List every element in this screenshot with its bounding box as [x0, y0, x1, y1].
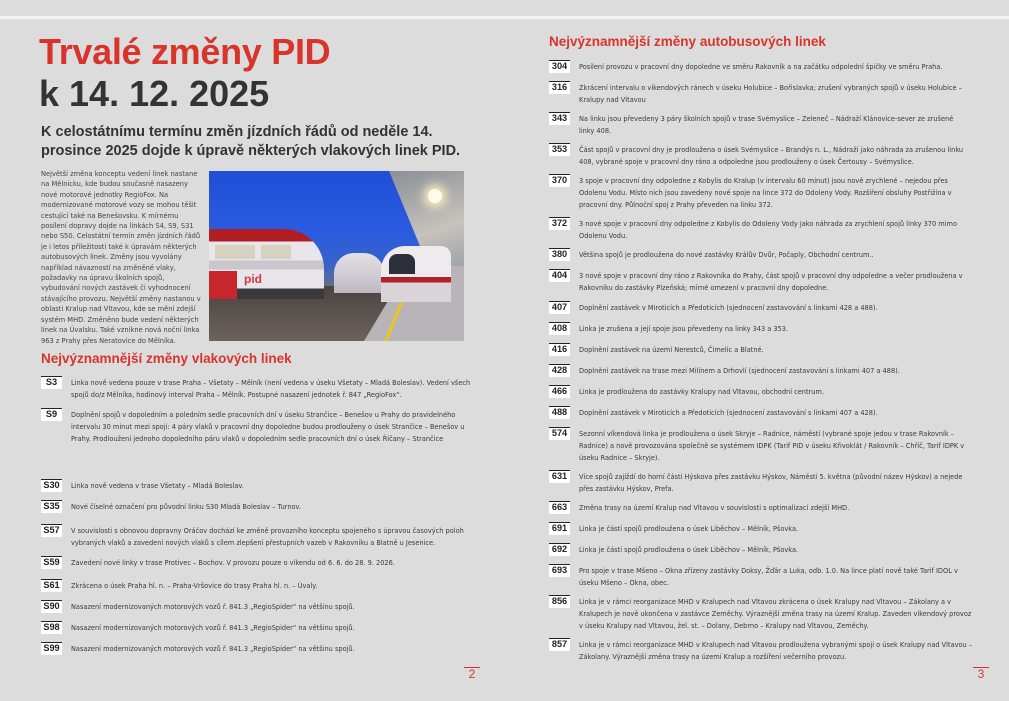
- line-badge: 663: [549, 501, 570, 514]
- line-badge: S57: [41, 524, 62, 537]
- line-badge: 370: [549, 174, 570, 187]
- line-badge: S59: [41, 556, 62, 569]
- line-description: Část spojů v pracovní dny je prodloužena o úsek Svémyslice – Brandýs n. L., Nádraží jako náhrada za zrušenou linku 408, vybrané spoje v pracovní dny ráno a odpoledne jsou prodlouženy o úsek Čertousy – Svémyslice.: [579, 146, 964, 166]
- list-item: [41, 377, 471, 401]
- list-item: [549, 218, 964, 242]
- list-item: [549, 565, 974, 589]
- line-badge: 691: [549, 522, 570, 535]
- line-description: Linka nově vedena v trase Všetaty – Mladá Boleslav.: [71, 482, 244, 490]
- list-item: [549, 428, 974, 464]
- train-left: [209, 229, 324, 299]
- list-item: [41, 480, 471, 492]
- line-badge: S61: [41, 579, 62, 592]
- line-badge: 304: [549, 60, 570, 73]
- list-item: [549, 249, 974, 261]
- line-description: Linka nově vedena pouze v trase Praha – Všetaty – Mělník (není vedena v úseku Všetaty – Mladá Boleslav). Vedení všech spojů do/z Mělníka, hodinový interval Praha – Mělník. Postupné nasazení jednotek ř. 847 „RegioFox“.: [71, 379, 471, 399]
- line-description: Zavedení nové linky v trase Protivec – Bochov. V provozu pouze o víkendu od 6. 6. do 28. 9. 2026.: [71, 559, 395, 567]
- list-item: [549, 407, 974, 419]
- line-description: Linka je částí spojů prodloužena o úsek Liběchov – Mělník, Pšovka.: [579, 525, 799, 533]
- list-item: [549, 144, 974, 168]
- line-badge: 416: [549, 343, 570, 356]
- line-badge: 693: [549, 564, 570, 577]
- train-window: [261, 245, 291, 259]
- line-badge: 466: [549, 385, 570, 398]
- list-item: [41, 409, 471, 445]
- line-badge: S30: [41, 479, 62, 492]
- train-red-panel: [209, 271, 237, 299]
- section-title-bus: Nejvýznamnější změny autobusových linek: [549, 34, 826, 49]
- line-description: Doplnění zastávek v Miroticích a Předoticích (sjednocení zastavování s linkami 428 a 488).: [579, 304, 878, 312]
- list-item: [549, 61, 974, 73]
- list-item: [549, 471, 964, 495]
- line-badge: 343: [549, 112, 570, 125]
- line-description: Doplnění zastávek v Miroticích a Předoticích (sjednocení zastavování s linkami 407 a 428).: [579, 409, 878, 417]
- line-badge: 692: [549, 543, 570, 556]
- list-item: [549, 302, 974, 314]
- train-right: [381, 246, 451, 302]
- list-item: [41, 622, 471, 634]
- line-description: Linka je prodloužena do zastávky Kralupy nad Vltavou, obchodní centrum.: [579, 388, 824, 396]
- line-description: Nasazení modernizovaných motorových vozů ř. 841.3 „RegioSpider“ na většinu spojů.: [71, 624, 355, 632]
- line-badge: 407: [549, 301, 570, 314]
- lead-paragraph: K celostátnímu termínu změn jízdních řádů od neděle 14. prosince 2025 dojde k úpravě některých vlakových linek PID.: [41, 124, 461, 159]
- section-title-train: Nejvýznamnější změny vlakových linek: [41, 351, 292, 366]
- line-badge: S9: [41, 408, 62, 421]
- page-number: 2: [464, 667, 480, 681]
- line-description: Posílení provozu v pracovní dny dopoledne ve směru Rakovník a na začátku odpolední špičky ve směru Praha.: [579, 63, 943, 71]
- train-photo: [209, 171, 464, 341]
- line-description: Doplnění zastávek na území Nerestců, Čimelic a Blatné.: [579, 346, 764, 354]
- line-badge: 857: [549, 638, 570, 651]
- line-description: Více spojů zajíždí do horní části Hýskova přes zastávku Hýskov, Náměstí 5. května (původní název Hýskov) a nejede přes zastávku Hýskov, Prefa.: [579, 473, 963, 493]
- line-badge: S99: [41, 642, 62, 655]
- line-description: 3 nové spoje v pracovní dny odpoledne z Kobylis do Odoleny Vody jako náhrada za zrychlení spojů linky 370 mimo Odolenu Vodu.: [579, 220, 957, 240]
- list-item: [549, 175, 964, 211]
- line-description: Doplnění spojů v dopoledním a poledním sedle pracovních dní v úseku Strančice – Benešov u Prahy do pravidelného intervalu 30 minut mezi spoji: 4 páry vlaků v pracovní dny dopoledne budou prodlouženy o úsek Strančice – Benešov u Prahy. Prodloužení jednoho dopoledního páru vlaků v dopoledním sedle pracovních dní o úsek Říčany – Strančice: [71, 411, 465, 443]
- list-item: [549, 386, 974, 398]
- list-item: [549, 113, 964, 137]
- line-description: V souvislosti s obnovou dopravny Oráčov dochází ke změně provozního konceptu spojeného s úpravou časových poloh vybraných vlaků a zavedení nových vlaků s cílem zlepšení přestupních vazeb v Rakovníku a Blatně u Jesenice.: [71, 527, 464, 547]
- platform-lamp: [428, 189, 442, 203]
- intro-paragraph: Největší změna konceptu vedení linek nastane na Mělnicku, kde budou současně nasazeny nové motorové jednotky RegioFox. Na modernizované motorové vozy se mohou těšit cestující také na Benešovsku. K mírnému posílení dopravy dojde na linkách S4, S9, S31 nebo S50. Celostátní termín změn jízdních řádů je i letos příležitostí také k úpravám některých autobusových linek. Změny jsou vyvolány například návazností na změněné vlaky, požadavky na úpravu školních spojů, vybudování nových zastávek či vyhodnocení stávajícího provozu. Největší změny nastanou v oblasti Kralup nad Vltavou, kde se mění zdejší systém MHD. Změněno bude vedení některých linek na Úvalsku. Také vznikne nová noční linka 963 z Prahy přes Neratovice do Mělníka.: [41, 170, 201, 345]
- list-item: [549, 596, 974, 632]
- left-page: [0, 19, 505, 701]
- list-item: [549, 523, 974, 535]
- list-item: [41, 557, 471, 569]
- line-badge: 574: [549, 427, 570, 440]
- list-item: [549, 639, 974, 663]
- list-item: [549, 82, 964, 106]
- line-badge: 372: [549, 217, 570, 230]
- line-badge: 856: [549, 595, 570, 608]
- line-description: Nové číselné označení pro původní linku S30 Mladá Boleslav – Turnov.: [71, 503, 302, 511]
- train-window: [215, 245, 255, 259]
- line-description: Nasazení modernizovaných motorových vozů ř. 841.3 „RegioSpider“ na většinu spojů.: [71, 603, 355, 611]
- line-badge: S35: [41, 500, 62, 513]
- line-description: Nasazení modernizovaných motorových vozů ř. 841.3 „RegioSpider“ na většinu spojů.: [71, 645, 355, 653]
- list-item: [41, 643, 471, 655]
- line-description: Zkrácení intervalu o víkendových ránech v úseku Holubice – Bořislavka; zrušení vybraných spojů v úseku Holubice – Kralupy nad Vltavou: [579, 84, 962, 104]
- list-item: [41, 580, 471, 592]
- line-description: 3 nové spoje v pracovní dny ráno z Rakovníka do Prahy, část spojů v pracovní dny odpoledne a večer prodloužena v Rakovníku do zastávky Plzeňská; mírné omezení v pracovní dny dopoledne.: [579, 272, 963, 292]
- line-badge: 316: [549, 81, 570, 94]
- line-badge: 428: [549, 364, 570, 377]
- page-number: 3: [973, 667, 989, 681]
- list-item: [549, 365, 974, 377]
- line-badge: 353: [549, 143, 570, 156]
- line-badge: 631: [549, 470, 570, 483]
- line-badge: 380: [549, 248, 570, 261]
- page-title: Trvalé změny PID: [39, 31, 331, 72]
- line-description: Na linku jsou převedeny 3 páry školních spojů v trase Svémyslice – Zeleneč – Nádraží Klánovice-sever ze zrušené linky 408.: [579, 115, 954, 135]
- list-item: [549, 270, 964, 294]
- pid-logo: pid: [244, 272, 262, 286]
- list-item: [41, 501, 471, 513]
- train-middle: [334, 253, 384, 293]
- train-windshield: [389, 254, 415, 274]
- line-description: Sezonní víkendová linka je prodloužena o úsek Skryje – Radnice, náměstí (vybrané spoje jedou v trase Rakovník – Radnice) a nově provozována společně se systémem IDPK (Tarif PID v úseku Křivoklát / Rakovník – Chříč, Tarif IDPK v úseku Radnice – Skryje).: [579, 430, 965, 462]
- line-badge: S90: [41, 600, 62, 613]
- page-title-date: k 14. 12. 2025: [39, 73, 270, 114]
- list-item: [549, 502, 974, 514]
- line-badge: S3: [41, 376, 62, 389]
- line-badge: 404: [549, 269, 570, 282]
- line-description: Linka je částí spojů prodloužena o úsek Liběchov – Mělník, Pšovka.: [579, 546, 799, 554]
- line-description: Změna trasy na území Kralup nad Vltavou v souvislosti s optimalizací zdejší MHD.: [579, 504, 850, 512]
- line-badge: S98: [41, 621, 62, 634]
- list-item: [549, 544, 974, 556]
- right-page: [505, 19, 1009, 701]
- list-item: [41, 601, 471, 613]
- line-description: Zkrácena o úsek Praha hl. n. – Praha-Vršovice do trasy Praha hl. n. – Úvaly.: [71, 582, 318, 590]
- line-description: Linka je zrušena a její spoje jsou převedeny na linky 343 a 353.: [579, 325, 789, 333]
- line-badge: 488: [549, 406, 570, 419]
- line-description: Většina spojů je prodloužena do nové zastávky Králův Dvůr, Počaply, Obchodní centrum..: [579, 251, 874, 259]
- line-badge: 408: [549, 322, 570, 335]
- line-description: Doplnění zastávek na trase mezi Milínem a Drhovlí (sjednocení zastavování s linkami 407 a 488).: [579, 367, 900, 375]
- list-item: [41, 525, 471, 549]
- list-item: [549, 344, 974, 356]
- line-description: Linka je v rámci reorganizace MHD v Kralupech nad Vltavou zkrácena o úsek Kralupy nad Vltavou – Zákolany a v Kralupech je nově ukončena v zastávce Zeměchy. Výraznější změna trasy na území Kralup. Zaveden víkendový provoz v úseku Kralupy nad Vltavou, žel. st. – Dolany, Debrno – Kralupy nad Vltavou, Zeměchy.: [579, 598, 972, 630]
- line-description: Pro spoje v trase Mšeno – Okna zřízeny zastávky Doksy, Žďár a Luka, odb. 1.0. Na lince platí nově také Tarif IDOL v úseku Mšeno – Okna, obec.: [579, 567, 958, 587]
- line-description: Linka je v rámci reorganizace MHD v Kralupech nad Vltavou prodloužena vybranými spoji o úsek Kralupy nad Vltavou – Zákolany. Výraznější změna trasy na území Kralup a rozšíření večerního provozu.: [579, 641, 973, 661]
- list-item: [549, 323, 974, 335]
- line-description: 3 spoje v pracovní dny odpoledne z Kobylis do Kralup (v intervalu 60 minut) jsou nově zrychlené – nejedou přes Odolenu Vodu. Místo nich jsou zavedeny nové spoje na lince 372 do Odoleny Vody. Rozšíření obsluhy Postřižína v pracovní dny. Půlnoční spoj z Prahy převeden na linku 372.: [579, 177, 952, 209]
